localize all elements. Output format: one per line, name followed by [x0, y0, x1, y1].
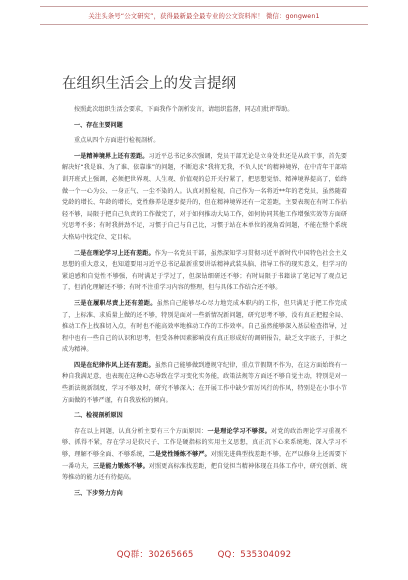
- issue-3-lead: 三是在履职尽责上还有差距。: [74, 299, 157, 307]
- footer-qq: QQ：535304092: [217, 550, 292, 560]
- cause-lead-c: 三是能力锻炼不够。: [93, 462, 149, 470]
- section-3-heading: 三、下步努力方向: [74, 489, 123, 497]
- issue-4-text: 虽然自己能够做到遵规守纪律，重点节假期不作为，在这方面始终有一种自我满足意，也表现在这种心态导致在学习变化实务能，政策法规等方面还不够自觉主动，特别是对一些新法规新制度，学习不够及时，研究不够深入；在开展工作中缺少雷厉风行的作风，特别是在小事小节方面做的不够严谨，有自我放松的倾向。: [62, 361, 348, 404]
- issue-3-text: 虽然自己能够尽心尽力地完成本职内的工作，但只满足于把工作完成了，上标准、求质量上做的还不够，特别是面对一些新情况新问题，研究思考不够，没有真正把握全局、推动工作上找准切入点，有时也不能高效率地推动工作的工作效率。自己虽然能够深入基层检查指导，过程中也有一些自己的认识和思考，但受各种因素影响没有真正形成好的调研报告，缺乏文字底子，于担之成为精神。: [62, 299, 348, 354]
- issue-paragraph-3: [62, 298, 347, 356]
- cause-text-b: 对党的政治理论学习重视不够、抓得不紧，存在学习是软尺子、工作是硬指标的实用主义思想，真正沉下心来系统地、深入学习不够，理解不够全面、不够系统，: [62, 427, 348, 459]
- document-body: [62, 104, 347, 503]
- issue-4-lead: 四是在纪律作风上还有差距。: [74, 361, 155, 369]
- banner-bottom-rule: [40, 24, 368, 25]
- issue-paragraph-1: [62, 151, 347, 244]
- section-1-summary: 重点从四个方面进行检视剖析。: [74, 137, 160, 145]
- section-1-heading: 一、存在主要问题: [74, 121, 123, 129]
- footer-contact: [0, 548, 408, 560]
- issue-2-text: 作为一名党员干部，虽然深知学习贯彻习近平新时代中国特色社会主义思想的重大意义，也知道要用习近平总书记最新重要讲话精神武装头脑、指导工作的现实意义，但学习的紧迫感和自觉性不够强，有时满足于学过了，但深钻细研还不够；有时局限于书籍读了笔记写了观点记了，但消化理解还不够；有时不注重学习内容的整理，但与具体工作结合还不够。: [62, 249, 348, 292]
- section-2-heading: 二、检视剖析原因: [74, 412, 123, 420]
- intro-paragraph: 按照此次组织生活会要求，下面我作个剖析发言，请组织监督，同志们批评帮助。: [74, 106, 294, 113]
- banner-top-rule: [40, 6, 368, 7]
- cause-text-c: 对照先进典型找差距不够，在严以修身上还需要下一番功夫，: [62, 451, 348, 470]
- cause-text-a: 存在以上问题，认真分析主要有三个方面原因：: [74, 427, 208, 435]
- document-title: 在组织生活会上的发言提纲: [62, 76, 236, 92]
- banner-text: 关注头条号“公文研究”，获得最新最全最专业的公文资料库！ 微信：gongwen1: [88, 12, 320, 20]
- cause-paragraph: [62, 426, 347, 484]
- cause-lead-a: 一是理论学习不够深。: [207, 427, 272, 435]
- issue-1-text: 习近平总书记多次强调，党员干部无论是立身处世还是从政干事，首先要解决好“我是谁、为了谁、依靠谁”的问题，不断追求“我将无我，不负人民”的精神境界，在中青年干部培训开班式上强调，必须把世界观、人生观、价值观的总开关拧紧了，把思想觉悟、精神境界提高了，始终做一个一心为公、一身正气、一尘不染的人。认真对照检视，自己作为一名将近**年的老党员，虽然随着党龄的增长、年龄的增长，党性修养是逐步提升的，但在精神境界还有一定差距，主要表现在有时工作拈轻不够，局限于把自己负责的工作做完了，对于如何推动大局工作，如何协同其他工作增强实效等方面研究思考不多；有时我拼劲不足，习惯于自己与自己比，习惯于站在本单位的视角看问题，不能在整个系统大格局中找定位、定目标。: [62, 152, 348, 241]
- footer-qq-group: QQ群：30265665: [116, 550, 194, 560]
- issue-paragraph-2: [62, 248, 347, 294]
- cause-text-d: 对照更高标准找差距，把自觉担当精神体现在具体工作中，研究创新、统筹推动的能力还有待提高。: [62, 462, 348, 482]
- header-banner: [0, 4, 408, 44]
- issue-2-lead: 二是在理论学习上还有差距。: [74, 249, 155, 257]
- issue-paragraph-4: [62, 360, 347, 406]
- cause-lead-b: 二是党性锤炼不够严。: [148, 451, 211, 459]
- issue-1-lead: 一是精神境界上还有差距。: [74, 152, 149, 160]
